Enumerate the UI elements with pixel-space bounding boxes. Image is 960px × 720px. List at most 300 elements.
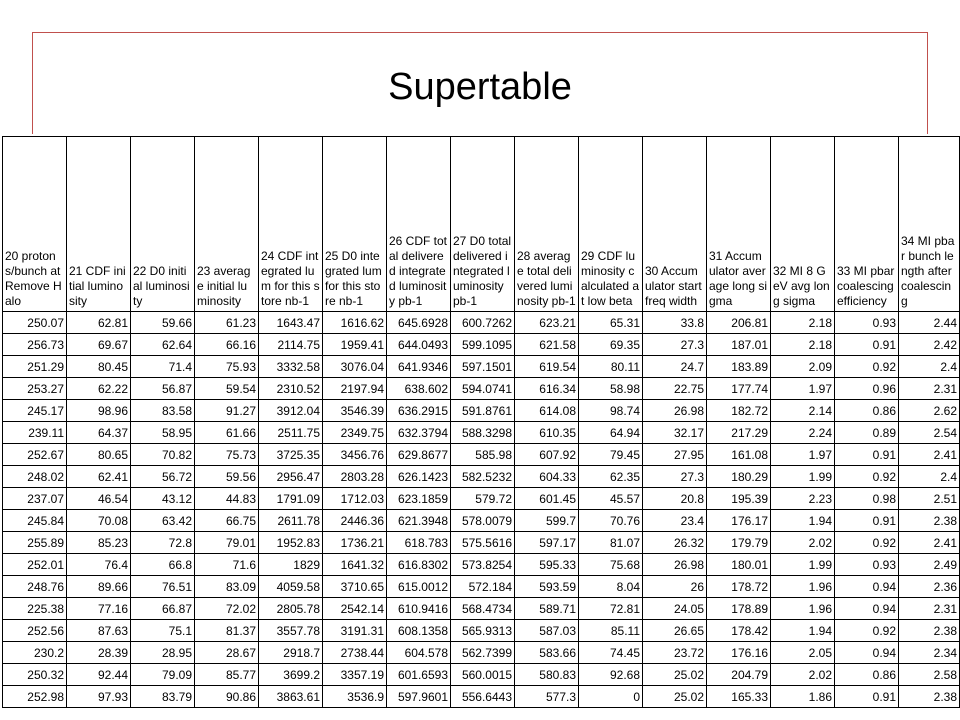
table-cell: 69.35 <box>579 334 643 356</box>
table-cell: 3191.31 <box>323 620 387 642</box>
table-cell: 26.98 <box>643 400 707 422</box>
table-row <box>3 378 960 400</box>
table-cell: 61.66 <box>195 422 259 444</box>
column-header: 24 CDF integrated lum for this store nb-1 <box>259 137 323 312</box>
table-cell: 1736.21 <box>323 532 387 554</box>
table-cell: 0.94 <box>835 598 899 620</box>
table-cell: 1.94 <box>771 620 835 642</box>
column-header: 30 Accumulator start freq width <box>643 137 707 312</box>
table-cell: 2.42 <box>899 334 960 356</box>
table-cell: 251.29 <box>3 356 67 378</box>
table-cell: 25.02 <box>643 664 707 686</box>
table-cell: 183.89 <box>707 356 771 378</box>
table-cell: 2.44 <box>899 312 960 334</box>
table-cell: 0.86 <box>835 664 899 686</box>
table-cell: 2511.75 <box>259 422 323 444</box>
table-cell: 46.54 <box>67 488 131 510</box>
table-cell: 176.17 <box>707 510 771 532</box>
table-cell: 87.63 <box>67 620 131 642</box>
table-cell: 0.94 <box>835 576 899 598</box>
table-cell: 623.21 <box>515 312 579 334</box>
table-cell: 44.83 <box>195 488 259 510</box>
table-cell: 2542.14 <box>323 598 387 620</box>
table-cell: 79.01 <box>195 532 259 554</box>
table-cell: 83.09 <box>195 576 259 598</box>
table-cell: 8.04 <box>579 576 643 598</box>
table-cell: 80.11 <box>579 356 643 378</box>
table-cell: 623.1859 <box>387 488 451 510</box>
table-row <box>3 598 960 620</box>
table-cell: 64.94 <box>579 422 643 444</box>
table-cell: 245.84 <box>3 510 67 532</box>
table-cell: 70.82 <box>131 444 195 466</box>
table-cell: 206.81 <box>707 312 771 334</box>
table-row <box>3 334 960 356</box>
table-cell: 97.93 <box>67 686 131 708</box>
table-cell: 572.184 <box>451 576 515 598</box>
table-cell: 0.92 <box>835 356 899 378</box>
table-cell: 1.86 <box>771 686 835 708</box>
table-cell: 45.57 <box>579 488 643 510</box>
table-cell: 59.54 <box>195 378 259 400</box>
table-cell: 182.72 <box>707 400 771 422</box>
table-cell: 1791.09 <box>259 488 323 510</box>
table-cell: 2.18 <box>771 312 835 334</box>
table-cell: 1.96 <box>771 598 835 620</box>
table-cell: 0.98 <box>835 488 899 510</box>
table-cell: 28.67 <box>195 642 259 664</box>
table-cell: 26 <box>643 576 707 598</box>
table-cell: 0.91 <box>835 510 899 532</box>
table-cell: 1.99 <box>771 554 835 576</box>
table-cell: 252.67 <box>3 444 67 466</box>
table-cell: 583.66 <box>515 642 579 664</box>
table-cell: 83.58 <box>131 400 195 422</box>
table-cell: 61.23 <box>195 312 259 334</box>
table-cell: 1712.03 <box>323 488 387 510</box>
table-cell: 178.42 <box>707 620 771 642</box>
table-cell: 250.32 <box>3 664 67 686</box>
table-cell: 24.7 <box>643 356 707 378</box>
table-cell: 81.37 <box>195 620 259 642</box>
table-cell: 20.8 <box>643 488 707 510</box>
table-cell: 230.2 <box>3 642 67 664</box>
table-cell: 3699.2 <box>259 664 323 686</box>
table-cell: 568.4734 <box>451 598 515 620</box>
table-row <box>3 488 960 510</box>
table-cell: 0.91 <box>835 686 899 708</box>
table-cell: 75.73 <box>195 444 259 466</box>
table-cell: 597.9601 <box>387 686 451 708</box>
table-cell: 2446.36 <box>323 510 387 532</box>
table-cell: 607.92 <box>515 444 579 466</box>
table-cell: 1.97 <box>771 378 835 400</box>
table-cell: 2805.78 <box>259 598 323 620</box>
table-cell: 3863.61 <box>259 686 323 708</box>
table-row <box>3 642 960 664</box>
table-row <box>3 422 960 444</box>
table-cell: 2.23 <box>771 488 835 510</box>
table-cell: 83.79 <box>131 686 195 708</box>
column-header: 29 CDF luminosity calculated at low beta <box>579 137 643 312</box>
table-cell: 3357.19 <box>323 664 387 686</box>
table-cell: 2.31 <box>899 598 960 620</box>
table-cell: 600.7262 <box>451 312 515 334</box>
table-cell: 3912.04 <box>259 400 323 422</box>
table-cell: 632.3794 <box>387 422 451 444</box>
table-cell: 98.96 <box>67 400 131 422</box>
table-cell: 250.07 <box>3 312 67 334</box>
table-cell: 92.44 <box>67 664 131 686</box>
header-row <box>3 137 960 312</box>
table-cell: 1.97 <box>771 444 835 466</box>
table-cell: 575.5616 <box>451 532 515 554</box>
table-cell: 2.54 <box>899 422 960 444</box>
table-cell: 0.96 <box>835 378 899 400</box>
table-cell: 1.99 <box>771 466 835 488</box>
table-cell: 72.02 <box>195 598 259 620</box>
column-header: 34 MI pbar bunch length after coalescing <box>899 137 960 312</box>
table-cell: 593.59 <box>515 576 579 598</box>
table-cell: 80.45 <box>67 356 131 378</box>
table-cell: 245.17 <box>3 400 67 422</box>
table-cell: 178.72 <box>707 576 771 598</box>
table-cell: 556.6443 <box>451 686 515 708</box>
table-cell: 2.4 <box>899 356 960 378</box>
table-cell: 565.9313 <box>451 620 515 642</box>
table-cell: 80.65 <box>67 444 131 466</box>
table-cell: 580.83 <box>515 664 579 686</box>
table-row <box>3 400 960 422</box>
table-cell: 560.0015 <box>451 664 515 686</box>
table-cell: 2197.94 <box>323 378 387 400</box>
table-cell: 599.1095 <box>451 334 515 356</box>
column-header: 27 D0 total delivered integrated luminosity pb-1 <box>451 137 515 312</box>
table-row <box>3 510 960 532</box>
table-cell: 626.1423 <box>387 466 451 488</box>
table-cell: 0.94 <box>835 642 899 664</box>
table-cell: 2114.75 <box>259 334 323 356</box>
column-header: 25 D0 integrated lum for this store nb-1 <box>323 137 387 312</box>
column-header: 33 MI pbar coalescing efficiency <box>835 137 899 312</box>
table-cell: 3076.04 <box>323 356 387 378</box>
table-cell: 619.54 <box>515 356 579 378</box>
table-cell: 591.8761 <box>451 400 515 422</box>
table-cell: 24.05 <box>643 598 707 620</box>
table-row <box>3 554 960 576</box>
table-cell: 0.93 <box>835 554 899 576</box>
column-header: 21 CDF initial luminosity <box>67 137 131 312</box>
table-cell: 62.64 <box>131 334 195 356</box>
table-cell: 2310.52 <box>259 378 323 400</box>
table-cell: 2.02 <box>771 664 835 686</box>
table-cell: 636.2915 <box>387 400 451 422</box>
table-cell: 645.6928 <box>387 312 451 334</box>
table-cell: 644.0493 <box>387 334 451 356</box>
table-cell: 641.9346 <box>387 356 451 378</box>
table-cell: 187.01 <box>707 334 771 356</box>
table-cell: 76.4 <box>67 554 131 576</box>
table-cell: 2.58 <box>899 664 960 686</box>
table-cell: 27.3 <box>643 334 707 356</box>
table-cell: 615.0012 <box>387 576 451 598</box>
slide-title: Supertable <box>388 66 572 108</box>
table-cell: 91.27 <box>195 400 259 422</box>
table-row <box>3 444 960 466</box>
table-cell: 2738.44 <box>323 642 387 664</box>
table-cell: 573.8254 <box>451 554 515 576</box>
table-cell: 2611.78 <box>259 510 323 532</box>
column-header: 31 Accumulator average long sigma <box>707 137 771 312</box>
table-cell: 56.72 <box>131 466 195 488</box>
table-cell: 180.01 <box>707 554 771 576</box>
table-cell: 63.42 <box>131 510 195 532</box>
table-cell: 2.09 <box>771 356 835 378</box>
table-cell: 604.578 <box>387 642 451 664</box>
table-cell: 178.89 <box>707 598 771 620</box>
table-cell: 599.7 <box>515 510 579 532</box>
table-cell: 2.38 <box>899 620 960 642</box>
table-cell: 2.51 <box>899 488 960 510</box>
table-cell: 79.09 <box>131 664 195 686</box>
table-cell: 3536.9 <box>323 686 387 708</box>
table-cell: 3332.58 <box>259 356 323 378</box>
table-cell: 597.17 <box>515 532 579 554</box>
table-cell: 610.9416 <box>387 598 451 620</box>
table-cell: 579.72 <box>451 488 515 510</box>
table-cell: 2.62 <box>899 400 960 422</box>
table-body <box>3 312 960 708</box>
table-cell: 77.16 <box>67 598 131 620</box>
table-cell: 75.93 <box>195 356 259 378</box>
table-cell: 58.95 <box>131 422 195 444</box>
table-cell: 562.7399 <box>451 642 515 664</box>
table-cell: 65.31 <box>579 312 643 334</box>
table-cell: 26.65 <box>643 620 707 642</box>
table-cell: 66.75 <box>195 510 259 532</box>
table-cell: 27.95 <box>643 444 707 466</box>
table-cell: 66.87 <box>131 598 195 620</box>
supertable <box>2 136 960 708</box>
table-cell: 2.38 <box>899 510 960 532</box>
table-cell: 2.36 <box>899 576 960 598</box>
table-cell: 2.49 <box>899 554 960 576</box>
table-cell: 2956.47 <box>259 466 323 488</box>
table-cell: 161.08 <box>707 444 771 466</box>
table-cell: 252.01 <box>3 554 67 576</box>
table-cell: 618.783 <box>387 532 451 554</box>
table-cell: 0.92 <box>835 620 899 642</box>
table-cell: 0 <box>579 686 643 708</box>
column-header: 20 protons/bunch at Remove Halo <box>3 137 67 312</box>
table-cell: 1.96 <box>771 576 835 598</box>
table-cell: 585.98 <box>451 444 515 466</box>
table-cell: 71.4 <box>131 356 195 378</box>
table-cell: 64.37 <box>67 422 131 444</box>
table-cell: 27.3 <box>643 466 707 488</box>
table-cell: 70.76 <box>579 510 643 532</box>
table-cell: 92.68 <box>579 664 643 686</box>
table-cell: 74.45 <box>579 642 643 664</box>
table-cell: 25.02 <box>643 686 707 708</box>
table-cell: 62.35 <box>579 466 643 488</box>
table-cell: 589.71 <box>515 598 579 620</box>
table-row <box>3 532 960 554</box>
table-cell: 66.16 <box>195 334 259 356</box>
table-cell: 56.87 <box>131 378 195 400</box>
table-cell: 2.05 <box>771 642 835 664</box>
table-cell: 3725.35 <box>259 444 323 466</box>
table-row <box>3 576 960 598</box>
table-cell: 90.86 <box>195 686 259 708</box>
table-cell: 62.81 <box>67 312 131 334</box>
table-cell: 601.45 <box>515 488 579 510</box>
table-cell: 0.91 <box>835 334 899 356</box>
table-cell: 0.92 <box>835 532 899 554</box>
table-cell: 255.89 <box>3 532 67 554</box>
table-cell: 616.8302 <box>387 554 451 576</box>
table-cell: 85.23 <box>67 532 131 554</box>
table-cell: 1952.83 <box>259 532 323 554</box>
table-cell: 248.76 <box>3 576 67 598</box>
table-cell: 1.94 <box>771 510 835 532</box>
table-cell: 85.11 <box>579 620 643 642</box>
table-cell: 2.41 <box>899 532 960 554</box>
table-cell: 3546.39 <box>323 400 387 422</box>
table-cell: 597.1501 <box>451 356 515 378</box>
table-cell: 0.91 <box>835 444 899 466</box>
table-cell: 1616.62 <box>323 312 387 334</box>
table-cell: 256.73 <box>3 334 67 356</box>
table-cell: 62.22 <box>67 378 131 400</box>
table-cell: 23.72 <box>643 642 707 664</box>
table-cell: 23.4 <box>643 510 707 532</box>
table-cell: 629.8677 <box>387 444 451 466</box>
table-cell: 28.95 <box>131 642 195 664</box>
table-cell: 71.6 <box>195 554 259 576</box>
table-cell: 621.3948 <box>387 510 451 532</box>
table-cell: 0.89 <box>835 422 899 444</box>
table-cell: 577.3 <box>515 686 579 708</box>
table-cell: 59.66 <box>131 312 195 334</box>
table-cell: 180.29 <box>707 466 771 488</box>
table-cell: 177.74 <box>707 378 771 400</box>
table-cell: 70.08 <box>67 510 131 532</box>
table-cell: 85.77 <box>195 664 259 686</box>
table-cell: 601.6593 <box>387 664 451 686</box>
column-header: 26 CDF total delivered integrated luminosity pb-1 <box>387 137 451 312</box>
table-cell: 59.56 <box>195 466 259 488</box>
table-row <box>3 664 960 686</box>
table-cell: 75.1 <box>131 620 195 642</box>
table-cell: 4059.58 <box>259 576 323 598</box>
table-cell: 2.02 <box>771 532 835 554</box>
table-cell: 1829 <box>259 554 323 576</box>
table-cell: 2.34 <box>899 642 960 664</box>
table-cell: 595.33 <box>515 554 579 576</box>
table-cell: 253.27 <box>3 378 67 400</box>
table-cell: 2.38 <box>899 686 960 708</box>
table-cell: 72.8 <box>131 532 195 554</box>
table-cell: 33.8 <box>643 312 707 334</box>
table-cell: 1643.47 <box>259 312 323 334</box>
table-cell: 578.0079 <box>451 510 515 532</box>
table-cell: 58.98 <box>579 378 643 400</box>
table-row <box>3 466 960 488</box>
table-cell: 69.67 <box>67 334 131 356</box>
table-cell: 179.79 <box>707 532 771 554</box>
table-cell: 176.16 <box>707 642 771 664</box>
table-cell: 608.1358 <box>387 620 451 642</box>
table-cell: 2.14 <box>771 400 835 422</box>
table-cell: 3557.78 <box>259 620 323 642</box>
table-cell: 26.32 <box>643 532 707 554</box>
column-header: 32 MI 8 GeV avg long sigma <box>771 137 835 312</box>
table-cell: 582.5232 <box>451 466 515 488</box>
table-cell: 98.74 <box>579 400 643 422</box>
table-cell: 3456.76 <box>323 444 387 466</box>
table-cell: 239.11 <box>3 422 67 444</box>
table-cell: 2.24 <box>771 422 835 444</box>
table-cell: 2.41 <box>899 444 960 466</box>
table-cell: 2.18 <box>771 334 835 356</box>
table-cell: 26.98 <box>643 554 707 576</box>
table-cell: 165.33 <box>707 686 771 708</box>
table-cell: 587.03 <box>515 620 579 642</box>
table-cell: 610.35 <box>515 422 579 444</box>
table-cell: 2.4 <box>899 466 960 488</box>
table-cell: 3710.65 <box>323 576 387 598</box>
table-cell: 62.41 <box>67 466 131 488</box>
table-cell: 621.58 <box>515 334 579 356</box>
table-cell: 32.17 <box>643 422 707 444</box>
column-header: 22 D0 initial luminosity <box>131 137 195 312</box>
table-cell: 252.56 <box>3 620 67 642</box>
table-cell: 0.92 <box>835 466 899 488</box>
table-cell: 1641.32 <box>323 554 387 576</box>
table-cell: 28.39 <box>67 642 131 664</box>
table-row <box>3 312 960 334</box>
table-cell: 1959.41 <box>323 334 387 356</box>
table-cell: 248.02 <box>3 466 67 488</box>
table-row <box>3 620 960 642</box>
table-cell: 76.51 <box>131 576 195 598</box>
column-header: 23 average initial luminosity <box>195 137 259 312</box>
table-cell: 2349.75 <box>323 422 387 444</box>
table-cell: 225.38 <box>3 598 67 620</box>
table-cell: 75.68 <box>579 554 643 576</box>
table-cell: 66.8 <box>131 554 195 576</box>
table-cell: 614.08 <box>515 400 579 422</box>
column-header: 28 average total delivered luminosity pb-1 <box>515 137 579 312</box>
table-cell: 237.07 <box>3 488 67 510</box>
table-cell: 0.93 <box>835 312 899 334</box>
table-cell: 604.33 <box>515 466 579 488</box>
table-cell: 252.98 <box>3 686 67 708</box>
table-cell: 79.45 <box>579 444 643 466</box>
table-cell: 43.12 <box>131 488 195 510</box>
table-cell: 2803.28 <box>323 466 387 488</box>
table-cell: 89.66 <box>67 576 131 598</box>
table-cell: 217.29 <box>707 422 771 444</box>
table-cell: 616.34 <box>515 378 579 400</box>
table-cell: 195.39 <box>707 488 771 510</box>
table-cell: 638.602 <box>387 378 451 400</box>
table-cell: 588.3298 <box>451 422 515 444</box>
table-cell: 204.79 <box>707 664 771 686</box>
table-cell: 594.0741 <box>451 378 515 400</box>
table-cell: 2918.7 <box>259 642 323 664</box>
